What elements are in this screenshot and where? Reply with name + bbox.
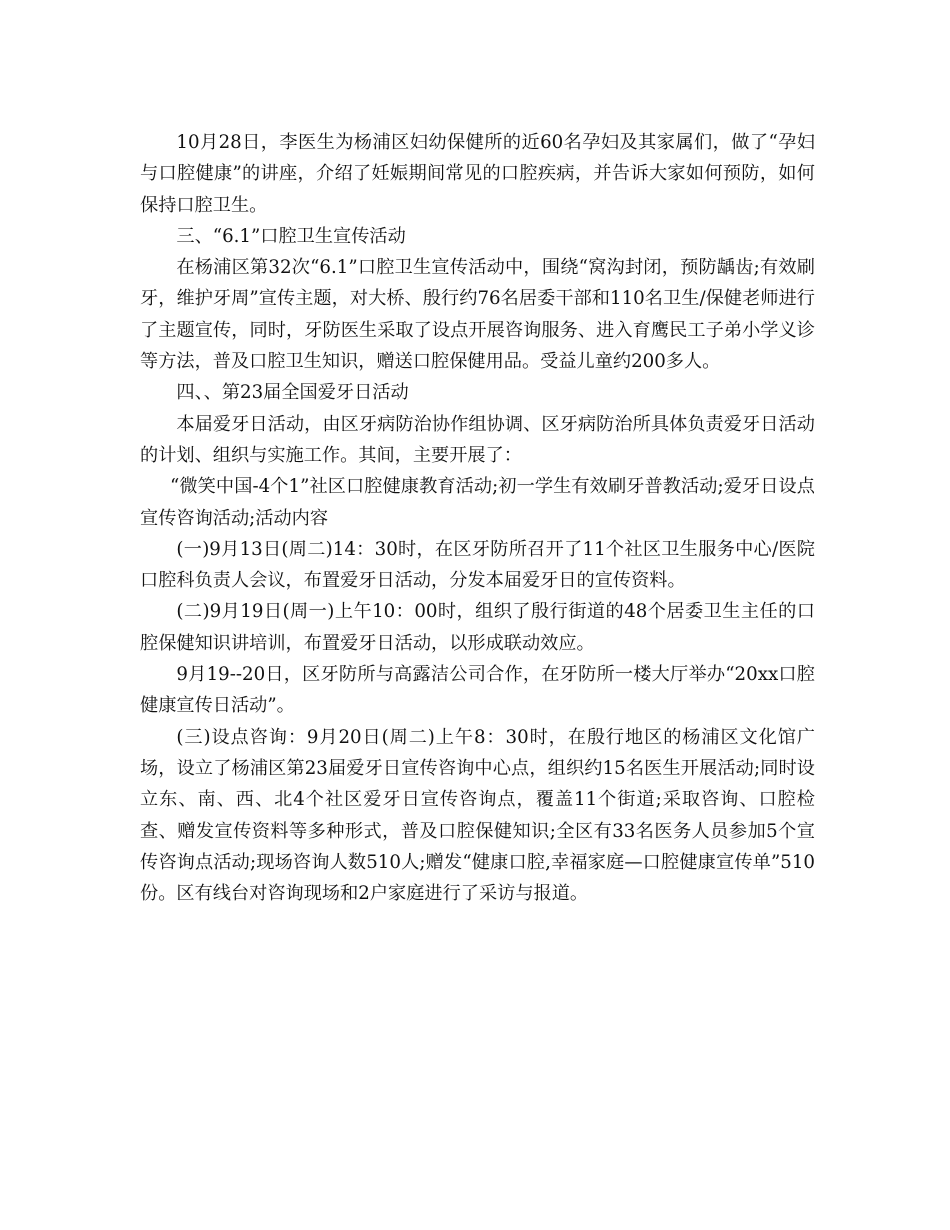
- paragraph-item-2: (二)9月19日(周一)上午10：00时，组织了殷行街道的48个居委卫生主任的口腔保健知识讲培训，布置爱牙日活动，以形成联动效应。: [140, 601, 815, 654]
- paragraph-item-1: (一)9月13日(周二)14：30时，在区牙防所召开了11个社区卫生服务中心/医院口腔科负责人会议，布置爱牙日活动，分发本届爱牙日的宣传资料。: [140, 538, 815, 592]
- paragraph-61-campaign: 在杨浦区第32次“6.1”口腔卫生宣传活动中，围绕“窝沟封闭，预防龋齿;有效刷牙，维护牙周”宣传主题，对大桥、殷行约76名居委干部和110名卫生/保健老师进行了主题宣传，同时，牙防医生采取了设点开展咨询服务、进入育鹰民工子弟小学义诊等方法，普及口腔卫生知识，赠送口腔保健用品。受益儿童约200多人。: [140, 257, 815, 373]
- paragraph-item-3: (三)设点咨询：9月20日(周二)上午8：30时，在殷行地区的杨浦区文化馆广场，设立了杨浦区第23届爱牙日宣传咨询中心点，组织约15名医生开展活动;同时设立东、南、西、北4个社区爱牙日宣传咨询点，覆盖11个街道;采取咨询、口腔检查、赠发宣传资料等多种形式，普及口腔保健知识;全区有33名医务人员参加5个宣传咨询点活动;现场咨询人数510人;赠发“健康口腔,幸福家庭—口腔健康宣传单”510份。区有线台对咨询现场和2户家庭进行了采访与报道。: [140, 726, 815, 905]
- document-page: [140, 127, 815, 909]
- paragraph-colgate-event: 9月19--20日，区牙防所与高露洁公司合作，在牙防所一楼大厅举办“20xx口腔健康宣传日活动”。: [140, 664, 815, 717]
- section-heading-3: 三、“6.1”口腔卫生宣传活动: [176, 225, 406, 247]
- paragraph-activity-list: “微笑中国-4个1”社区口腔健康教育活动;初一学生有效刷牙普教活动;爱牙日设点宣传咨询活动;活动内容: [140, 476, 815, 529]
- section-heading-4: 四、、第23届全国爱牙日活动: [176, 382, 409, 404]
- paragraph-lecture: 10月28日，李医生为杨浦区妇幼保健所的近60名孕妇及其家属们，做了“孕妇与口腔健康”的讲座，介绍了妊娠期间常见的口腔疾病，并告诉大家如何预防，如何保持口腔卫生。: [140, 132, 815, 216]
- paragraph-love-teeth-intro: 本届爱牙日活动，由区牙病防治协作组协调、区牙病防治所具体负责爱牙日活动的计划、组织与实施工作。其间，主要开展了：: [140, 413, 815, 466]
